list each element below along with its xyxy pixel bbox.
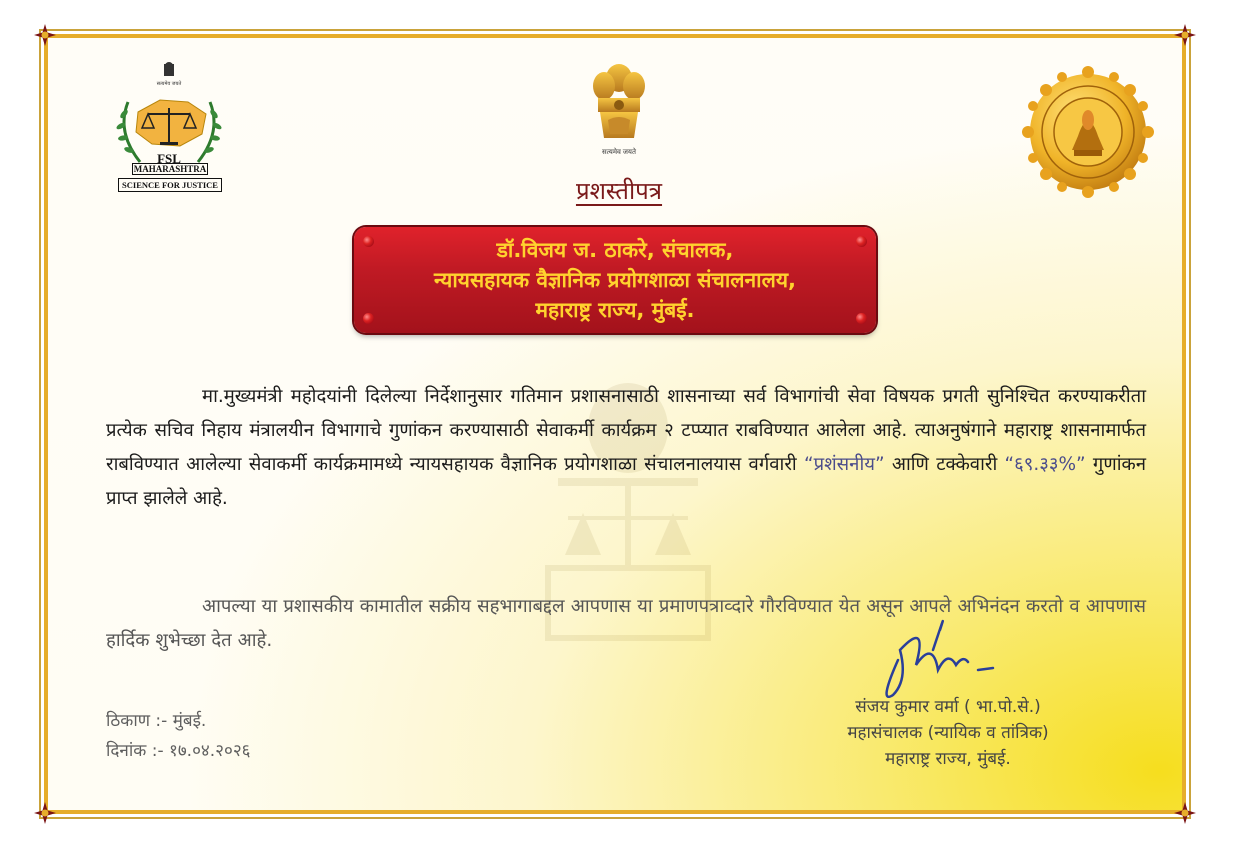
signatory-designation: महासंचालक (न्यायिक व तांत्रिक) <box>847 723 1049 743</box>
place: ठिकाण :- मुंबई. <box>106 711 207 731</box>
recipient-location: महाराष्ट्र राज्य, मुंबई. <box>535 298 695 322</box>
rivet-icon <box>856 313 867 324</box>
recipient-banner <box>354 227 876 333</box>
national-emblem-icon <box>584 62 654 166</box>
body-paragraph-1 <box>106 380 1146 516</box>
signatory-block <box>748 694 1148 772</box>
signatory-name: संजय कुमार वर्मा ( भा.पो.से.) <box>855 697 1041 717</box>
body-text: आणि टक्केवारी <box>884 454 1005 475</box>
body-text: मा.मुख्यमंत्री महोदयांनी दिलेल्या निर्देशानुसार गतिमान प्रशासनासाठी शासनाच्या सर्व विभागांची सेवा विषयक प्रगती सुनिश्चित करण्याकरीता प्रत्येक सचिव निहाय मंत्रालयीन विभागाचे गुणांकन करण्यासाठी सेवाकर्मी कार्यक्रम २ टप्प्यात राबविण्यात आलेला आहे. त्याअनुषंगाने महाराष्ट्र शासनामार्फत राबविण्यात आलेल्या सेवाकर्मी कार्यक्रमामध्ये न्यायसहायक वैज्ञानिक प्रयोगशाळा संचालनालयास वर्गवारी <box>106 386 1146 475</box>
certificate <box>44 34 1186 814</box>
fsl-logo-motto: सत्यमेव जयते <box>156 81 182 87</box>
rivet-icon <box>363 313 374 324</box>
rivet-icon <box>856 236 867 247</box>
place-date-block <box>106 706 251 766</box>
corner-ornament-icon <box>34 802 56 824</box>
corner-ornament-icon <box>34 24 56 46</box>
emblem-motto: सत्यमेव जयते <box>602 148 636 156</box>
recipient-name: डॉ.विजय ज. ठाकरे, संचालक, <box>496 238 734 262</box>
recipient-department: न्यायसहायक वैज्ञानिक प्रयोगशाळा संचालनालय, <box>433 268 797 292</box>
certificate-title: प्रशस्तीपत्र <box>575 177 663 205</box>
rivet-icon <box>363 236 374 247</box>
rating-text: “प्रशंसनीय” <box>803 454 885 475</box>
fsl-logo-name: FSL <box>157 151 181 166</box>
signatory-office: महाराष्ट्र राज्य, मुंबई. <box>885 749 1011 769</box>
corner-ornament-icon <box>1174 802 1196 824</box>
body-text: गुणांकन प्राप्त झालेले आहे. <box>106 454 1146 509</box>
date: दिनांक :- १७.०४.२०२६ <box>106 741 251 761</box>
corner-ornament-icon <box>1174 24 1196 46</box>
body-paragraph-2: आपल्या या प्रशासकीय कामातील सक्रीय सहभागाबद्दल आपणास या प्रमाणपत्राव्दारे गौरविण्यात येत असून आपले अभिनंदन करतो व आपणास हार्दिक शुभेच्छा देत आहे. <box>106 596 1146 651</box>
percentage-text: “६९.३३%” <box>1004 454 1086 475</box>
fsl-logo-state: MAHARASHTRA <box>133 164 207 174</box>
fsl-logo-tagline: SCIENCE FOR JUSTICE <box>118 178 222 192</box>
